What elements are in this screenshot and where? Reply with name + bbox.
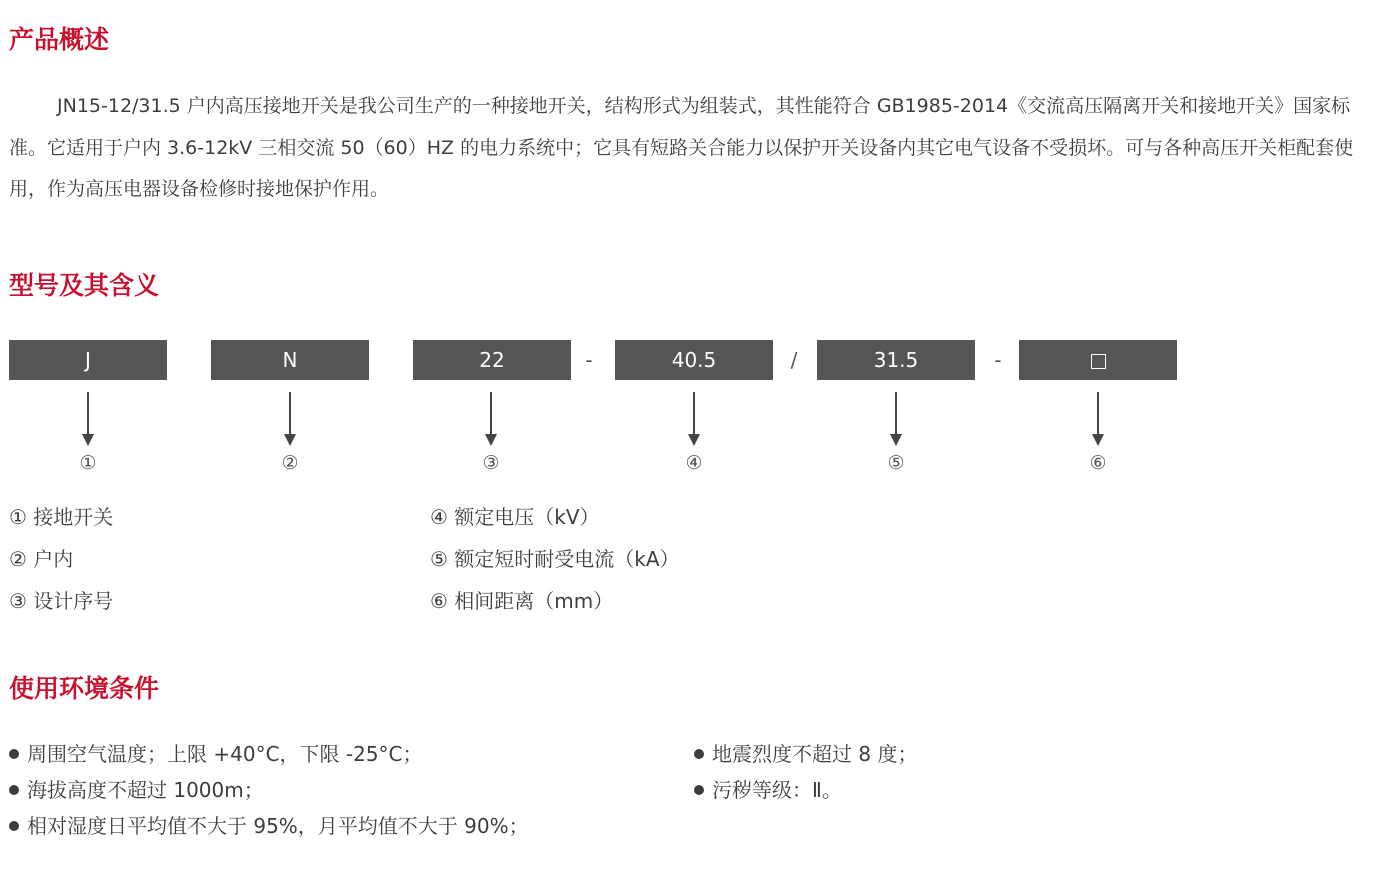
model-code-box-2: N bbox=[211, 340, 369, 380]
legend-item-6: ⑥ 相间距离（mm） bbox=[430, 589, 614, 613]
marker-4: ④ bbox=[685, 452, 703, 474]
marker-3: ③ bbox=[482, 452, 500, 474]
section-title-model: 型号及其含义 bbox=[9, 271, 160, 300]
bullet-icon bbox=[9, 785, 19, 795]
marker-5: ⑤ bbox=[887, 452, 905, 474]
condition-item-4: 地震烈度不超过 8 度； bbox=[694, 740, 917, 768]
product-overview-paragraph bbox=[9, 86, 1381, 211]
bullet-icon bbox=[694, 749, 704, 759]
down-arrow-icon bbox=[688, 392, 700, 448]
model-separator-dash-1: - bbox=[585, 348, 593, 372]
product-overview-text: JN15-12/31.5 户内高压接地开关是我公司生产的一种接地开关，结构形式为组装式，其性能符合 GB1985-2014《交流高压隔离开关和接地开关》国家标准。它适用于户内 3.6-12kV 三相交流 50（60）HZ 的电力系统中；它具有短路关合能力以保护开关设备内其它电气设备不受损坏。可与各种高压开关柜配套使用，作为高压电器设备检修时接地保护作用。 bbox=[9, 95, 1354, 200]
model-code-box-1: J bbox=[9, 340, 167, 380]
model-code-box-4: 40.5 bbox=[615, 340, 773, 380]
bullet-icon bbox=[694, 785, 704, 795]
model-code-box-3: 22 bbox=[413, 340, 571, 380]
model-code-box-5: 31.5 bbox=[817, 340, 975, 380]
legend-item-2: ② 户内 bbox=[9, 547, 74, 571]
legend-item-1: ① 接地开关 bbox=[9, 505, 114, 529]
marker-2: ② bbox=[281, 452, 299, 474]
condition-item-2: 海拔高度不超过 1000m； bbox=[9, 776, 264, 804]
legend-item-3: ③ 设计序号 bbox=[9, 589, 114, 613]
legend-item-4: ④ 额定电压（kV） bbox=[430, 505, 600, 529]
condition-item-3: 相对湿度日平均值不大于 95%，月平均值不大于 90%； bbox=[9, 812, 529, 840]
down-arrow-icon bbox=[82, 392, 94, 448]
down-arrow-icon bbox=[890, 392, 902, 448]
down-arrow-icon bbox=[1092, 392, 1104, 448]
marker-1: ① bbox=[79, 452, 97, 474]
down-arrow-icon bbox=[284, 392, 296, 448]
model-code-box-6 bbox=[1019, 340, 1177, 380]
condition-item-1: 周围空气温度；上限 +40°C，下限 -25°C； bbox=[9, 740, 423, 768]
bullet-icon bbox=[9, 821, 19, 831]
empty-square-icon bbox=[1091, 354, 1106, 369]
down-arrow-icon bbox=[485, 392, 497, 448]
legend-item-5: ⑤ 额定短时耐受电流（kA） bbox=[430, 547, 680, 571]
model-separator-dash-2: - bbox=[994, 348, 1002, 372]
condition-item-5: 污秽等级：Ⅱ。 bbox=[694, 776, 842, 804]
section-title-overview: 产品概述 bbox=[9, 25, 110, 54]
model-separator-slash: / bbox=[790, 348, 798, 372]
bullet-icon bbox=[9, 749, 19, 759]
marker-6: ⑥ bbox=[1089, 452, 1107, 474]
section-title-environment: 使用环境条件 bbox=[9, 674, 160, 703]
